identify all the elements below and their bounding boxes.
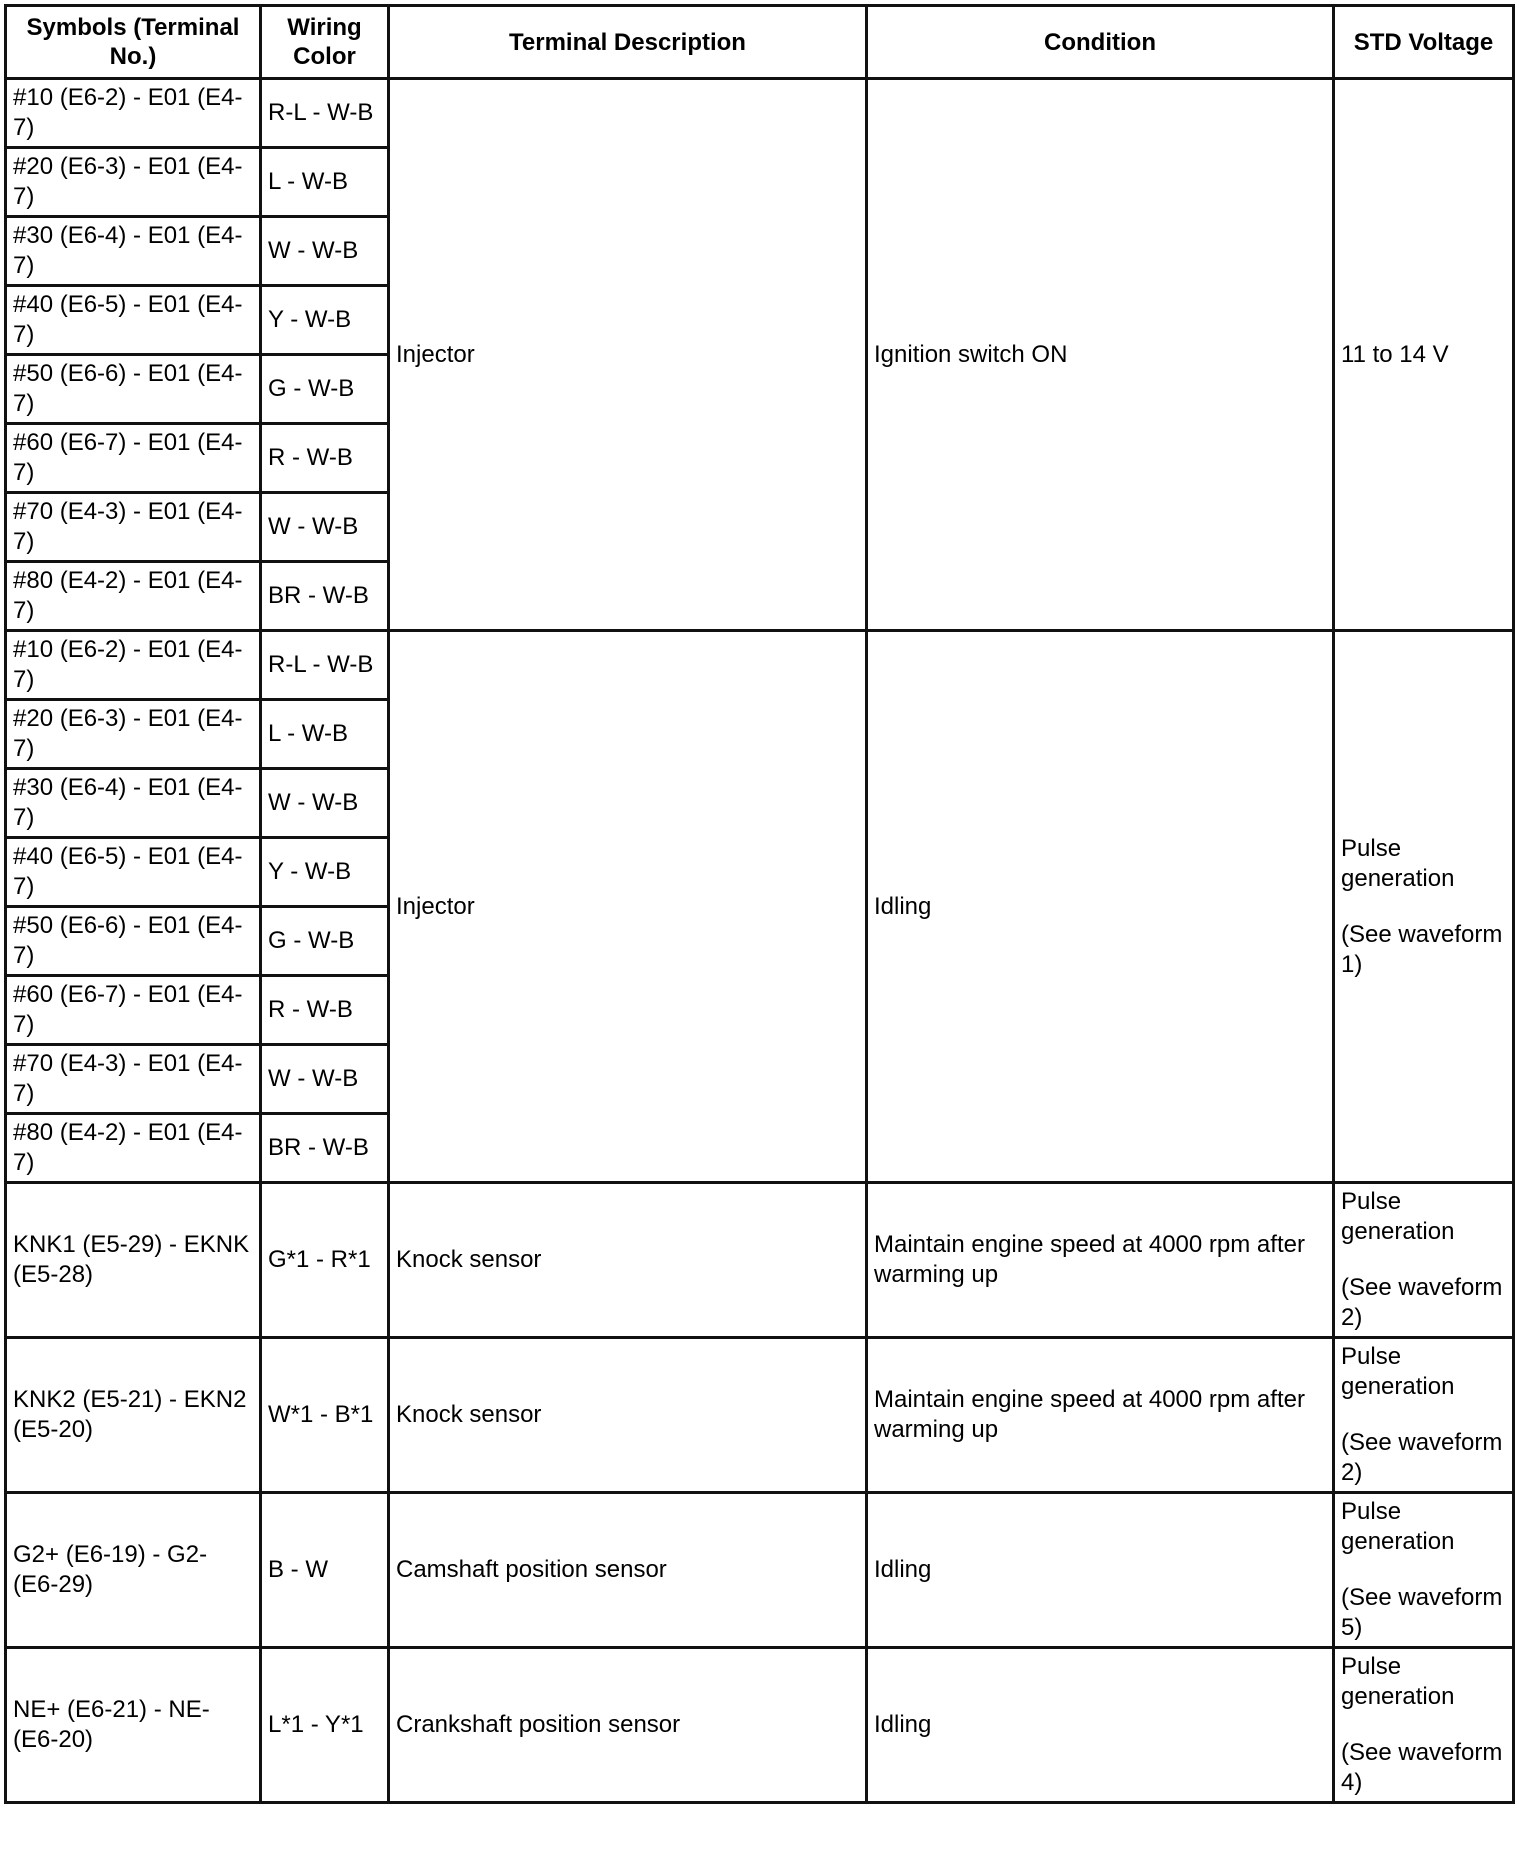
std-voltage-cell: 11 to 14 V — [1334, 79, 1514, 631]
wiring-color-cell: Y - W-B — [261, 286, 389, 355]
table-row — [6, 1338, 1514, 1493]
wiring-color-cell: R-L - W-B — [261, 79, 389, 148]
terminal-description-cell: Knock sensor — [389, 1183, 867, 1338]
condition-cell: Idling — [867, 631, 1334, 1183]
wiring-color-cell: G - W-B — [261, 355, 389, 424]
std-voltage-line: Pulse generation — [1341, 1343, 1455, 1400]
symbol-cell: #80 (E4-2) - E01 (E4-7) — [6, 1114, 261, 1183]
symbol-cell: #10 (E6-2) - E01 (E4-7) — [6, 631, 261, 700]
symbol-cell: #50 (E6-6) - E01 (E4-7) — [6, 355, 261, 424]
symbol-cell: #60 (E6-7) - E01 (E4-7) — [6, 424, 261, 493]
wiring-color-cell: BR - W-B — [261, 562, 389, 631]
condition-cell: Maintain engine speed at 4000 rpm after warming up — [867, 1183, 1334, 1338]
wiring-color-cell: L - W-B — [261, 700, 389, 769]
symbol-cell: KNK1 (E5-29) - EKNK (E5-28) — [6, 1183, 261, 1338]
symbol-cell: #10 (E6-2) - E01 (E4-7) — [6, 79, 261, 148]
symbol-cell: #20 (E6-3) - E01 (E4-7) — [6, 148, 261, 217]
wiring-color-cell: R-L - W-B — [261, 631, 389, 700]
header-symbols: Symbols (Terminal No.) — [6, 6, 261, 79]
table-row — [6, 1493, 1514, 1648]
wiring-color-cell: L*1 - Y*1 — [261, 1648, 389, 1803]
std-voltage-cell — [1334, 1648, 1514, 1803]
terminal-voltage-sheet — [4, 4, 1512, 1804]
symbol-cell: #70 (E4-3) - E01 (E4-7) — [6, 493, 261, 562]
header-row — [6, 6, 1514, 79]
symbol-cell: #70 (E4-3) - E01 (E4-7) — [6, 1045, 261, 1114]
waveform-reference: (See waveform 2) — [1341, 1274, 1503, 1331]
waveform-reference: (See waveform 2) — [1341, 1429, 1503, 1486]
symbol-cell: #30 (E6-4) - E01 (E4-7) — [6, 217, 261, 286]
symbol-cell: #20 (E6-3) - E01 (E4-7) — [6, 700, 261, 769]
condition-cell: Maintain engine speed at 4000 rpm after warming up — [867, 1338, 1334, 1493]
std-voltage-cell — [1334, 1338, 1514, 1493]
std-voltage-cell — [1334, 1183, 1514, 1338]
wiring-color-cell: R - W-B — [261, 976, 389, 1045]
wiring-color-cell: W - W-B — [261, 1045, 389, 1114]
header-std-voltage: STD Voltage — [1334, 6, 1514, 79]
wiring-color-cell: W - W-B — [261, 493, 389, 562]
wiring-color-cell: W - W-B — [261, 769, 389, 838]
std-voltage-cell — [1334, 631, 1514, 1183]
condition-cell: Ignition switch ON — [867, 79, 1334, 631]
std-voltage-line: Pulse generation — [1341, 1498, 1455, 1555]
header-condition: Condition — [867, 6, 1334, 79]
wiring-color-cell: G*1 - R*1 — [261, 1183, 389, 1338]
wiring-color-cell: BR - W-B — [261, 1114, 389, 1183]
terminal-description-cell: Injector — [389, 79, 867, 631]
wiring-color-cell: G - W-B — [261, 907, 389, 976]
terminal-description-cell: Injector — [389, 631, 867, 1183]
waveform-reference: (See waveform 4) — [1341, 1739, 1503, 1796]
std-voltage-line: Pulse generation — [1341, 1653, 1455, 1710]
waveform-reference: (See waveform 1) — [1341, 920, 1503, 978]
symbol-cell: #40 (E6-5) - E01 (E4-7) — [6, 838, 261, 907]
table-row — [6, 1648, 1514, 1803]
wiring-color-cell: Y - W-B — [261, 838, 389, 907]
waveform-reference: (See waveform 5) — [1341, 1584, 1503, 1641]
terminal-voltage-table — [4, 4, 1515, 1804]
wiring-color-cell: L - W-B — [261, 148, 389, 217]
symbol-cell: #80 (E4-2) - E01 (E4-7) — [6, 562, 261, 631]
header-wiring-color: Wiring Color — [261, 6, 389, 79]
table-row — [6, 79, 1514, 148]
header-terminal-description: Terminal Description — [389, 6, 867, 79]
table-row — [6, 631, 1514, 700]
wiring-color-cell: W - W-B — [261, 217, 389, 286]
terminal-description-cell: Knock sensor — [389, 1338, 867, 1493]
symbol-cell: G2+ (E6-19) - G2- (E6-29) — [6, 1493, 261, 1648]
table-row — [6, 1183, 1514, 1338]
symbol-cell: #60 (E6-7) - E01 (E4-7) — [6, 976, 261, 1045]
symbol-cell: KNK2 (E5-21) - EKN2 (E5-20) — [6, 1338, 261, 1493]
wiring-color-cell: R - W-B — [261, 424, 389, 493]
symbol-cell: NE+ (E6-21) - NE- (E6-20) — [6, 1648, 261, 1803]
terminal-description-cell: Camshaft position sensor — [389, 1493, 867, 1648]
condition-cell: Idling — [867, 1648, 1334, 1803]
condition-cell: Idling — [867, 1493, 1334, 1648]
std-voltage-line: Pulse generation — [1341, 1188, 1455, 1245]
symbol-cell: #40 (E6-5) - E01 (E4-7) — [6, 286, 261, 355]
symbol-cell: #30 (E6-4) - E01 (E4-7) — [6, 769, 261, 838]
terminal-description-cell: Crankshaft position sensor — [389, 1648, 867, 1803]
std-voltage-line: Pulse generation — [1341, 834, 1455, 892]
wiring-color-cell: B - W — [261, 1493, 389, 1648]
std-voltage-cell — [1334, 1493, 1514, 1648]
symbol-cell: #50 (E6-6) - E01 (E4-7) — [6, 907, 261, 976]
wiring-color-cell: W*1 - B*1 — [261, 1338, 389, 1493]
